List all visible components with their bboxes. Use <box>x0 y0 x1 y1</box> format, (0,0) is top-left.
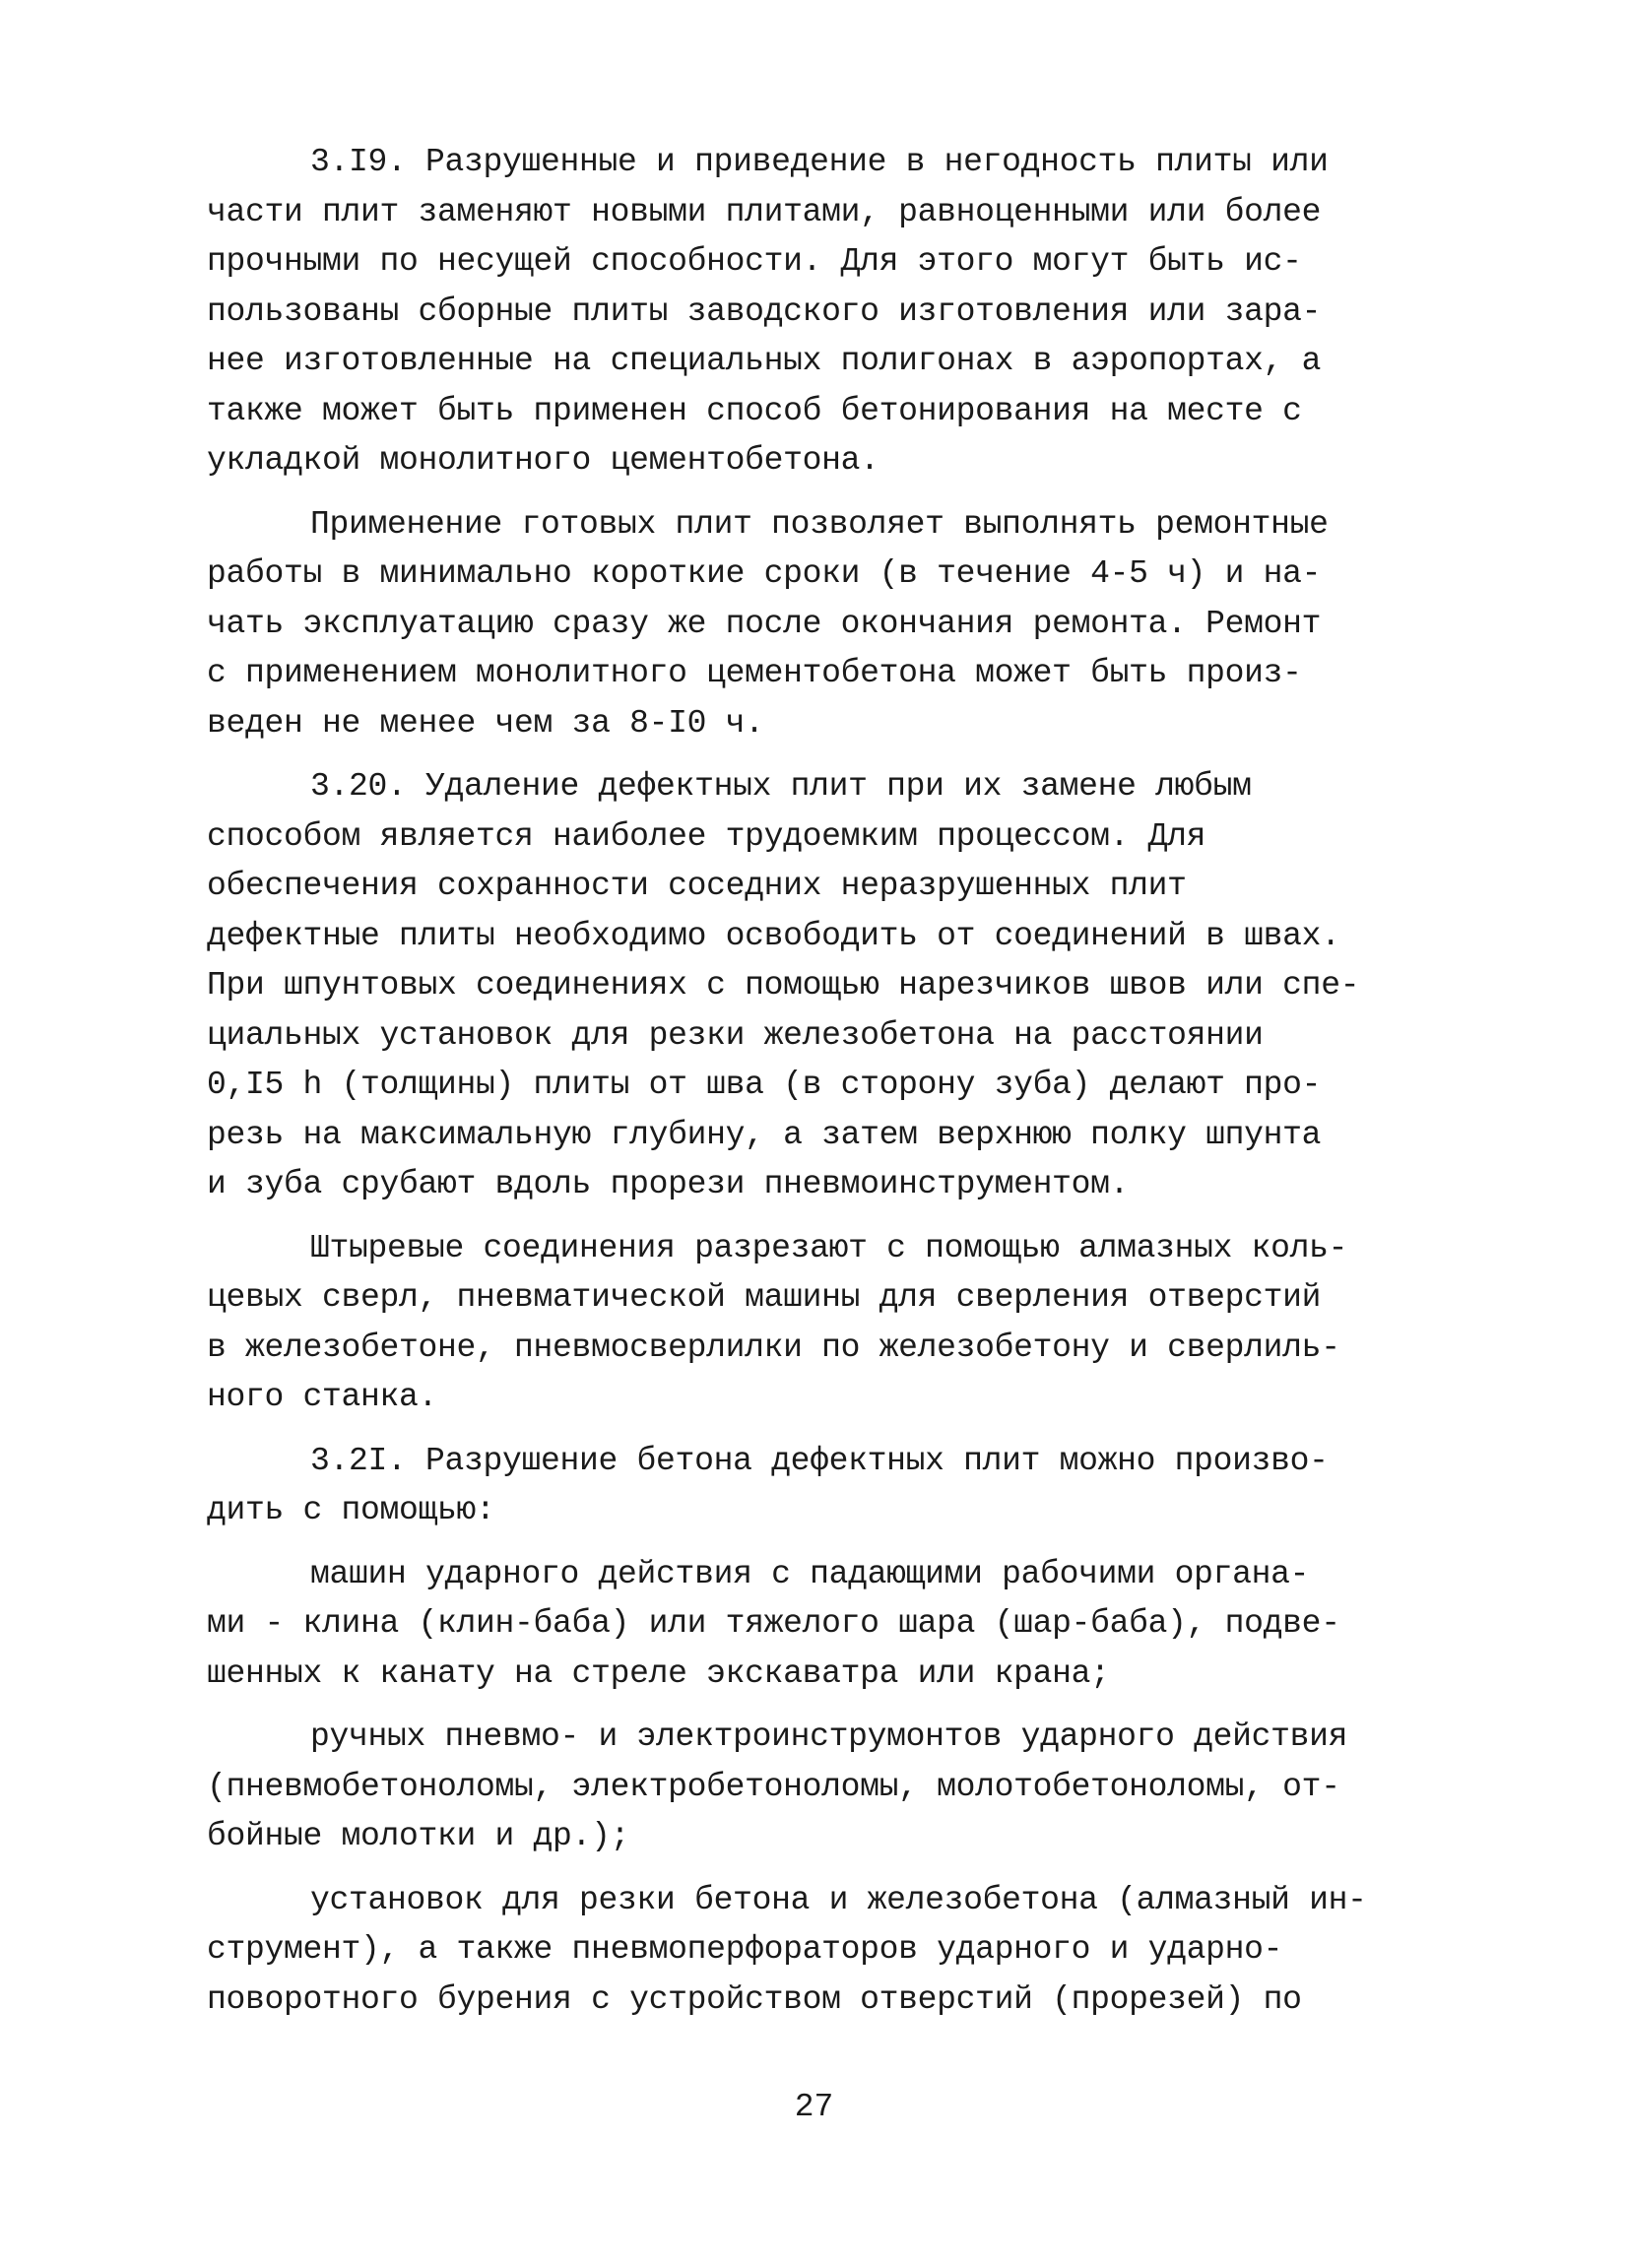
text-line: циальных установок для резки железобетона на расстоянии <box>207 1016 1264 1054</box>
paragraph-gap <box>207 1423 1438 1437</box>
text-line: ручных пневмо- и электроинструмонтов ударного действия <box>310 1718 1348 1755</box>
paragraph-3-20 <box>207 762 1438 1210</box>
paragraph-gap <box>207 1862 1438 1876</box>
text-line: укладкой монолитного цементобетона. <box>207 442 879 479</box>
text-line: 3.I9. Разрушенные и приведение в негодность плиты или <box>310 144 1329 180</box>
text-line: также может быть применен способ бетонирования на месте с <box>207 392 1302 429</box>
text-line: ного станка. <box>207 1379 438 1415</box>
body-text <box>207 138 1438 2025</box>
text-line: чать эксплуатацию сразу же после окончания ремонта. Ремонт <box>207 605 1322 642</box>
text-line: цевых сверл, пневматической машины для сверления отверстий <box>207 1279 1322 1316</box>
text-line: струмент), а также пневмоперфораторов ударного и ударно- <box>207 1931 1283 1968</box>
text-line: обеспечения сохранности соседних неразрушенных плит <box>207 868 1187 904</box>
paragraph-gap <box>207 748 1438 762</box>
paragraph-gap <box>207 486 1438 500</box>
paragraph-cutting-units <box>207 1876 1438 2026</box>
text-line: Штыревые соединения разрезают с помощью алмазных коль- <box>310 1229 1348 1266</box>
text-line: установок для резки бетона и железобетона (алмазный ин- <box>310 1881 1367 1918</box>
text-line: пользованы сборные плиты заводского изготовления или зара- <box>207 292 1322 330</box>
text-line: 0,I5 h (толщины) плиты от шва (в сторону зуба) делают про- <box>207 1067 1322 1103</box>
text-line: Применение готовых плит позволяет выполнять ремонтные <box>310 505 1329 543</box>
text-line: способом является наиболее трудоемким процессом. Для <box>207 817 1206 855</box>
text-line: веден не менее чем за 8-I0 ч. <box>207 704 764 742</box>
text-line: нее изготовленные на специальных полигонах в аэропортах, а <box>207 343 1322 379</box>
text-line: поворотного бурения с устройством отверстий (прорезей) по <box>207 1980 1302 2018</box>
text-line: в железобетоне, пневмосверлилки по железобетону и сверлиль- <box>207 1328 1340 1366</box>
text-line: части плит заменяют новыми плитами, равноценными или более <box>207 193 1322 230</box>
paragraph-impact-machines <box>207 1550 1438 1700</box>
paragraph-3-19 <box>207 138 1438 486</box>
text-line: ми - клина (клин-баба) или тяжелого шара (шар-баба), подве- <box>207 1605 1340 1642</box>
text-line: При шпунтовых соединениях с помощью нарезчиков швов или спе- <box>207 967 1360 1004</box>
text-line: дефектные плиты необходимо освободить от соединений в швах. <box>207 917 1340 954</box>
page-number: 27 <box>794 2089 834 2125</box>
text-line: бойные молотки и др.); <box>207 1818 630 1854</box>
text-line: с применением монолитного цементобетона может быть произ- <box>207 655 1302 691</box>
text-line: резь на максимальную глубину, а затем верхнюю полку шпунта <box>207 1116 1322 1153</box>
paragraph-hand-tools <box>207 1713 1438 1862</box>
paragraph-gap <box>207 1536 1438 1550</box>
text-line: дить с помощью: <box>207 1492 495 1528</box>
paragraph-gap <box>207 1210 1438 1224</box>
paragraph-prefab-slabs <box>207 500 1438 749</box>
paragraph-dowel-joints <box>207 1224 1438 1423</box>
text-line: прочными по несущей способности. Для этого могут быть ис- <box>207 243 1302 280</box>
text-line: работы в минимально короткие сроки (в течение 4-5 ч) и на- <box>207 555 1322 592</box>
text-line: 3.20. Удаление дефектных плит при их замене любым <box>310 768 1252 805</box>
paragraph-gap <box>207 1699 1438 1713</box>
text-line: 3.2I. Разрушение бетона дефектных плит можно произво- <box>310 1442 1329 1479</box>
text-line: шенных к канату на стреле экскаватра или крана; <box>207 1654 1110 1692</box>
paragraph-3-21 <box>207 1437 1438 1536</box>
text-line: (пневмобетоноломы, электробетоноломы, молотобетоноломы, от- <box>207 1768 1340 1805</box>
text-line: и зуба срубают вдоль прорези пневмоинструментом. <box>207 1166 1130 1202</box>
text-line: машин ударного действия с падающими рабочими органа- <box>310 1555 1310 1592</box>
